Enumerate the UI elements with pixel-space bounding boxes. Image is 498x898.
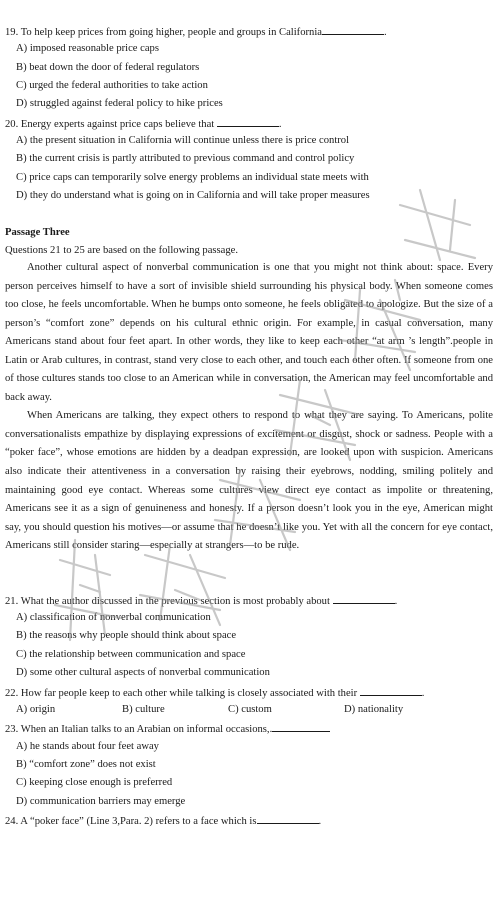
answer-blank <box>217 116 279 127</box>
q21-option-a: A) classification of nonverbal communication <box>16 612 211 623</box>
passage-paragraph-1: Another cultural aspect of nonverbal communication is one that you might not think about: space. Every person perceives himself to have a sort of invisible shield surrounding his physical body. When someone comes too close, he feels uncomfortable. When he bumps onto someone, he feels obligated to apologize. But the size of a person’s “comfort zone” depends on his cultural ethnic origin. For example, in casual conversation, many Americans stand about four feet apart. In other words, they like to keep each other “at arm ’s length”.people in Latin or Arab cultures, in contrast, stand very close to each other, and touch each other often. If someone from one of those cultures stands too close to an American while in conversation, the American may feel uncomfortable and back away. <box>5 262 493 403</box>
q23-option-b: B) “comfort zone” does not exist <box>16 759 156 770</box>
q20-option-a: A) the present situation in California will continue unless there is price control <box>16 135 350 146</box>
q23-option-d: D) communication barriers may emerge <box>16 796 186 807</box>
question-19-stem <box>5 24 387 39</box>
passage-title: Passage Three <box>5 227 70 238</box>
question-21-tail: . <box>394 596 398 607</box>
question-23-text: 23. When an Italian talks to an Arabian on informal occasions,. <box>5 724 273 735</box>
q22-choice-b: B) culture <box>122 704 165 715</box>
q20-option-d: D) they do understand what is going on in California and will take proper measures <box>16 190 370 201</box>
question-24-stem <box>5 813 321 828</box>
question-20-stem <box>5 116 282 131</box>
question-22-text: 22. How far people keep to each other while talking is closely associated with their <box>5 688 358 699</box>
q19-option-a: A) imposed reasonable price caps <box>16 43 159 54</box>
q19-option-b: B) beat down the door of federal regulators <box>16 62 200 73</box>
q22-choice-c: C) custom <box>228 704 272 715</box>
passage-paragraph-2: When Americans are talking, they expect others to respond to what they are saying. To Americans, polite conversationalists empathize by displaying expressions of excitement or disgust, shock or sadness. People with a “poker face”, whose emotions are hidden by a deadpan expression, are looked upon with suspicion. Americans also indicate their attentiveness in a conversation by raising their eyebrows, nodding, smiling politely and maintaining good eye contact. Whereas some cultures view direct eye contact as impolite or threatening, Americans see it as a sign of genuineness and honesty. If a person doesn’t look you in the eye, American might say, you should question his motives—or assume that he doesn’t like you. Yet with all the concern for eye contact, Americans still consider staring—especially at strangers—to be rude. <box>5 410 493 552</box>
question-20-tail: . <box>278 119 282 130</box>
q23-option-c: C) keeping close enough is preferred <box>16 777 173 788</box>
q23-option-a: A) he stands about four feet away <box>16 741 159 752</box>
q21-option-c: C) the relationship between communication and space <box>16 649 246 660</box>
q21-option-d: D) some other cultural aspects of nonverbal communication <box>16 667 270 678</box>
q22-choice-a: A) origin <box>16 704 56 715</box>
answer-blank <box>322 24 384 35</box>
q21-option-b: B) the reasons why people should think about space <box>16 630 237 641</box>
q19-option-d: D) struggled against federal policy to hike prices <box>16 98 223 109</box>
q20-option-b: B) the current crisis is partly attributed to previous command and control policy <box>16 153 355 164</box>
passage-body <box>5 259 493 556</box>
q22-choice-d: D) nationality <box>344 704 404 715</box>
answer-blank <box>333 593 395 604</box>
question-22-tail: . <box>421 688 425 699</box>
question-23-stem <box>5 721 330 736</box>
answer-blank <box>360 685 422 696</box>
q20-option-c: C) price caps can temporarily solve energy problems an individual state meets with <box>16 172 369 183</box>
question-22-stem <box>5 685 424 700</box>
passage-intro: Questions 21 to 25 are based on the following passage. <box>5 245 239 256</box>
answer-blank <box>257 813 319 824</box>
q19-option-c: C) urged the federal authorities to take action <box>16 80 208 91</box>
answer-blank <box>272 721 330 732</box>
question-24-tail: . <box>318 816 322 827</box>
question-21-text: 21. What the author discussed in the previous section is most probably about <box>5 596 330 607</box>
question-20-text: 20. Energy experts against price caps believe that <box>5 119 215 130</box>
question-19-text: 19. To help keep prices from going higher, people and groups in California <box>5 27 322 38</box>
question-19-tail: . <box>383 27 387 38</box>
question-24-text: 24. A “poker face” (Line 3,Para. 2) refers to a face which is <box>5 816 257 827</box>
q22-choices <box>16 703 403 716</box>
question-21-stem <box>5 593 397 608</box>
